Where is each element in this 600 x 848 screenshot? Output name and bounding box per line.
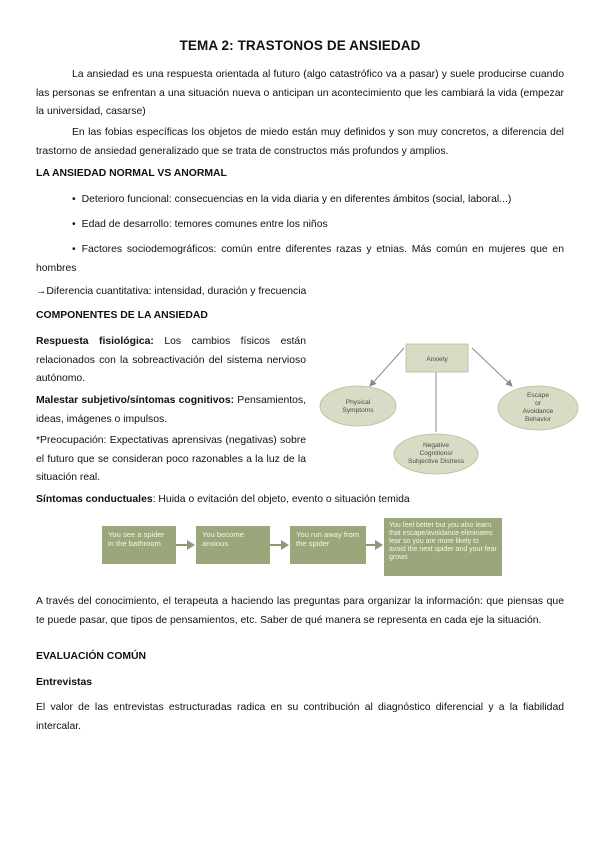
preocupacion-paragraph: *Preocupación: Expectativas aprensivas (negativas) sobre el futuro que se consideran poco razonables a la luz de la situación real.: [36, 435, 306, 483]
behavior-flow: [96, 516, 506, 582]
negative-label-line: Negative: [422, 442, 450, 449]
flow-arrow-icon: [281, 540, 289, 550]
fisiologica-paragraph: Respuesta fisiológica: Los cambios físicos están relacionados con la sobreactivación del sistema nervioso autónomo.: [36, 336, 306, 384]
negative-label-line: Subjective Distress: [407, 458, 465, 465]
entrevistas-subheading: Entrevistas: [36, 677, 93, 688]
evaluacion-heading: EVALUACIÓN COMÚN: [36, 651, 147, 662]
flow-step: You see a spider in the bathroom: [102, 526, 176, 564]
arrow-to-physical: [370, 348, 404, 386]
escape-label-line: Behavior: [524, 416, 552, 423]
flow-step: You feel better but you also learn that escape/avoidance eliminates fear so you are more likely to avoid the next spider and your fear grows: [384, 518, 502, 576]
negative-label-line: Cognitions/: [419, 450, 453, 457]
flow-step: You become anxious: [196, 526, 270, 564]
anxiety-diagram-svg: [312, 338, 592, 478]
anxiety-diagram: [312, 338, 592, 478]
flow-arrow-icon: [375, 540, 383, 550]
difference-line: →Diferencia cuantitativa: intensidad, duración y frecuencia: [36, 286, 307, 297]
escape-label-line: Escape: [527, 392, 549, 399]
arrow-to-escape: [472, 348, 512, 386]
bullet-icon: •: [72, 244, 76, 255]
fobias-paragraph: En las fobias específicas los objetos de miedo están muy definidos y son muy concretos, a diferencia del trastorno de ansiedad generalizado que se trata de constructos más profundos y amplios.: [36, 127, 564, 157]
bullet-item: • Edad de desarrollo: temores comunes entre los niños: [72, 219, 328, 230]
componentes-heading: COMPONENTES DE LA ANSIEDAD: [36, 310, 208, 321]
normal-vs-anormal-heading: LA ANSIEDAD NORMAL VS ANORMAL: [36, 168, 227, 179]
bullet-icon: •: [72, 219, 76, 230]
malestar-paragraph: Malestar subjetivo/síntomas cognitivos: Pensamientos, ideas, imágenes o impulsos.: [36, 395, 306, 425]
physical-label-line: Physical: [345, 399, 371, 406]
intro-paragraph: La ansiedad es una respuesta orientada al futuro (algo catastrófico va a pasar) y suele producirse cuando las personas se enfrentan a una situación nueva o anticipan un acontecimiento que les cambiará la vida (empezar la universidad, casarse): [36, 69, 564, 117]
terapeuta-paragraph: A través del conocimiento, el terapeuta a haciendo las preguntas para organizar la información: que piensas que te puede pasar, que tipos de pensamientos, etc. Saber de qué manera se representa en cada eje la situación.: [36, 596, 564, 626]
flow-step: You run away from the spider: [290, 526, 366, 564]
escape-label-line: or: [535, 400, 541, 407]
physical-symptoms-node: [320, 386, 396, 426]
page-title: TEMA 2: TRASTONOS DE ANSIEDAD: [179, 38, 421, 53]
conductuales-paragraph: Síntomas conductuales: Huida o evitación del objeto, evento o situación temida: [36, 494, 410, 505]
physical-label-line: Symptoms: [342, 407, 374, 414]
flow-arrow-icon: [187, 540, 195, 550]
bullet-item: • Factores sociodemográficos: común entre diferentes razas y etnias. Más común en mujeres que en hombres: [36, 244, 564, 274]
escape-label-line: Avoidance: [522, 408, 554, 415]
bullet-item: • Deterioro funcional: consecuencias en la vida diaria y en diferentes ámbitos (social, laboral...): [72, 194, 512, 205]
anxiety-label: Anxiety: [426, 356, 448, 363]
bullet-icon: •: [72, 194, 76, 205]
entrevistas-paragraph: El valor de las entrevistas estructuradas radica en su contribución al diagnóstico diferencial y a la fiabilidad intercalar.: [36, 702, 564, 732]
